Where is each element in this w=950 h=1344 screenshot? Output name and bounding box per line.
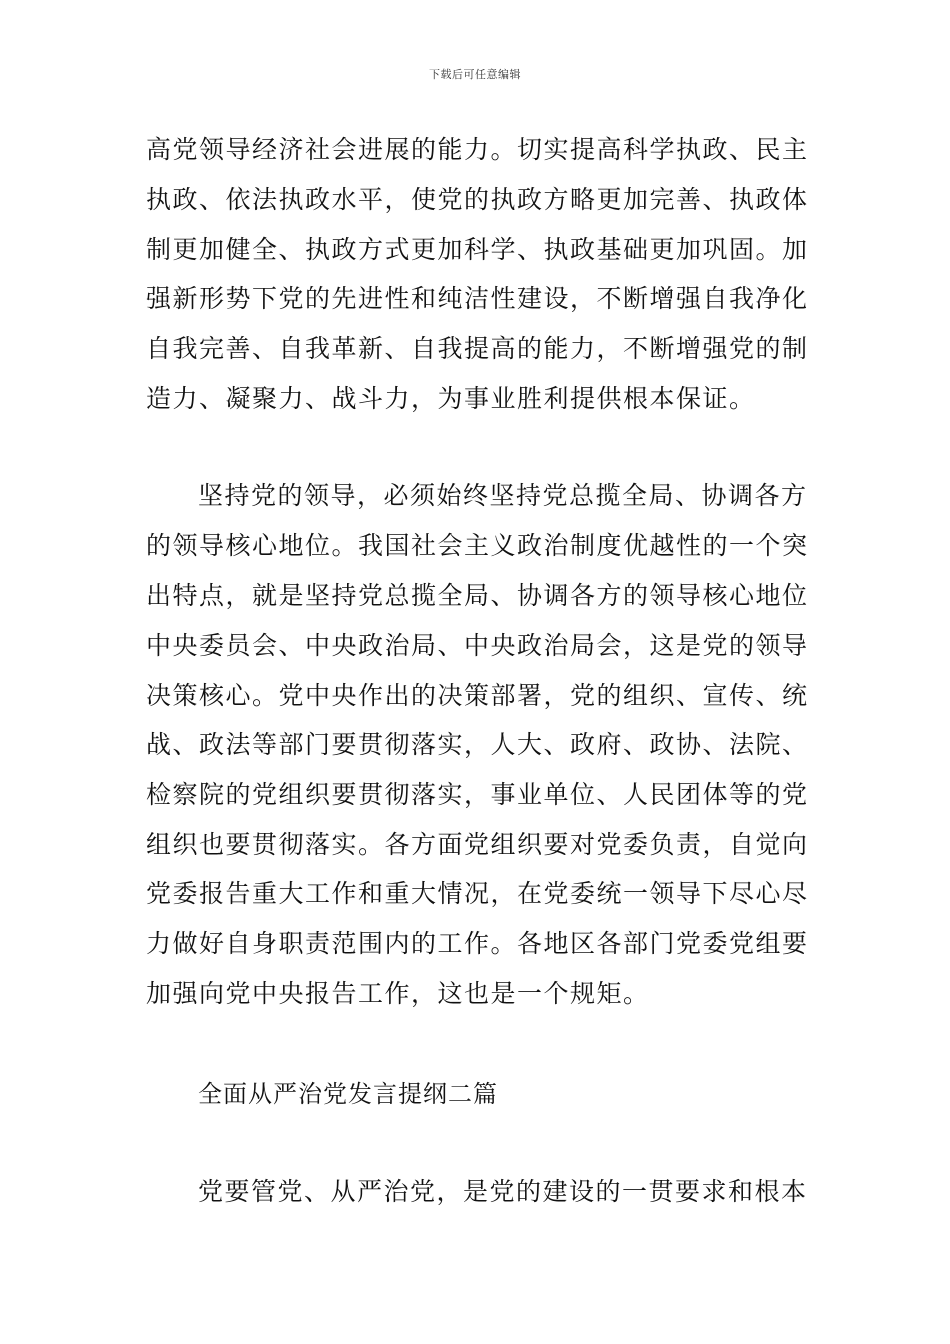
paragraph-3-line-1: 党要管党、从严治党，是党的建设的一贯要求和根本 bbox=[198, 1177, 808, 1206]
paragraph-1-line-6: 造力、凝聚力、战斗力，为事业胜利提供根本保证。 bbox=[146, 384, 756, 413]
paragraph-2-line-4: 中央委员会、中央政治局、中央政治局会，这是党的领导 bbox=[146, 631, 809, 660]
paragraph-2-line-9: 党委报告重大工作和重大情况，在党委统一领导下尽心尽 bbox=[146, 879, 809, 908]
paragraph-2-line-7: 检察院的党组织要贯彻落实，事业单位、人民团体等的党 bbox=[146, 780, 809, 809]
section-heading: 全面从严治党发言提纲二篇 bbox=[198, 1080, 498, 1108]
paragraph-1-line-4: 强新形势下党的先进性和纯洁性建设，不断增强自我净化 bbox=[146, 284, 809, 313]
paragraph-2-line-6: 战、政法等部门要贯彻落实，人大、政府、政协、法院、 bbox=[146, 730, 809, 759]
paragraph-2-line-3: 出特点，就是坚持党总揽全局、协调各方的领导核心地位 bbox=[146, 581, 809, 610]
paragraph-2-line-8: 组织也要贯彻落实。各方面党组织要对党委负责，自觉向 bbox=[146, 830, 809, 859]
paragraph-2-line-10: 力做好自身职责范围内的工作。各地区各部门党委党组要 bbox=[146, 929, 809, 958]
paragraph-1-line-3: 制更加健全、执政方式更加科学、执政基础更加巩固。加 bbox=[146, 235, 809, 264]
paragraph-2-line-1: 坚持党的领导，必须始终坚持党总揽全局、协调各方 bbox=[198, 481, 808, 510]
paragraph-2-line-2: 的领导核心地位。我国社会主义政治制度优越性的一个突 bbox=[146, 531, 809, 560]
paragraph-2-line-5: 决策核心。党中央作出的决策部署，党的组织、宣传、统 bbox=[146, 681, 809, 710]
paragraph-1-line-2: 执政、依法执政水平，使党的执政方略更加完善、执政体 bbox=[146, 185, 809, 214]
paragraph-1-line-1: 高党领导经济社会进展的能力。切实提高科学执政、民主 bbox=[146, 135, 809, 164]
paragraph-1-line-5: 自我完善、自我革新、自我提高的能力，不断增强党的制 bbox=[146, 334, 809, 363]
paragraph-2-line-11: 加强向党中央报告工作，这也是一个规矩。 bbox=[146, 979, 650, 1008]
header-note: 下载后可任意编辑 bbox=[429, 68, 521, 81]
